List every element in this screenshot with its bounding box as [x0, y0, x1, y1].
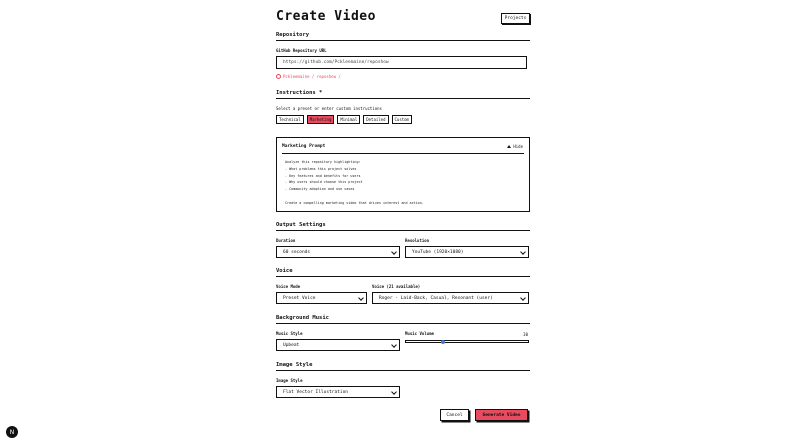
- chevron-down-icon: [391, 249, 397, 255]
- chevron-down-icon: [391, 342, 397, 348]
- repo-url-input[interactable]: https://github.com/Pckleemaine/reposhow: [276, 56, 527, 69]
- resolution-select[interactable]: [405, 246, 529, 258]
- section-image: Image Style: [276, 362, 530, 371]
- github-icon: [276, 74, 281, 79]
- generate-video-button[interactable]: Generate Video: [475, 409, 528, 421]
- music-style-label: Music Style: [276, 331, 303, 336]
- preset-marketing[interactable]: Marketing: [307, 115, 335, 124]
- hide-label: Hide: [513, 144, 523, 149]
- slider-thumb[interactable]: [441, 340, 445, 344]
- music-style-select[interactable]: [276, 339, 400, 351]
- chevron-down-icon: [520, 249, 526, 255]
- section-instructions: Instructions *: [276, 90, 530, 99]
- image-style-label: Image Style: [276, 378, 303, 383]
- image-style-value: Flat Vector Illustration: [283, 389, 349, 395]
- cancel-button[interactable]: Cancel: [440, 409, 469, 421]
- preset-group: [276, 115, 412, 124]
- voice-value: Roger - Laid-Back, Casual, Resonant (user): [379, 295, 493, 301]
- repo-link-text: Pckleemaine / reposhow /: [283, 74, 341, 79]
- music-volume-value: 30: [523, 332, 528, 337]
- resolution-label: Resolution: [405, 238, 430, 243]
- voice-mode-select[interactable]: [276, 292, 367, 304]
- voice-select[interactable]: [372, 292, 529, 304]
- prompt-textarea[interactable]: Analyze this repository highlighting: - What problems this project solves - Key features and benefits for users - Why users should choose this project - Community adoption and use cases Create a compelling marketing video that drives interest and action.: [285, 160, 424, 205]
- chevron-down-icon: [520, 295, 526, 301]
- music-volume-label: Music Volume: [405, 331, 434, 336]
- music-volume-slider[interactable]: [405, 340, 529, 343]
- music-style-value: Upbeat: [283, 342, 300, 348]
- duration-label: Duration: [276, 238, 296, 243]
- section-music: Background Music: [276, 315, 530, 324]
- preset-detailed[interactable]: Detailed: [363, 115, 388, 124]
- preset-minimal[interactable]: Minimal: [337, 115, 360, 124]
- triangle-up-icon: [507, 145, 511, 148]
- instructions-hint: Select a preset or enter custom instructions: [276, 106, 382, 111]
- nextjs-dev-button[interactable]: N: [6, 426, 18, 438]
- preset-technical[interactable]: Technical: [276, 115, 304, 124]
- resolution-value: YouTube (1920×1080): [412, 249, 464, 255]
- repo-url-label: GitHub Repository URL: [276, 48, 327, 53]
- prompt-panel: [276, 137, 530, 212]
- voice-mode-value: Preset Voice: [283, 295, 316, 301]
- preset-custom[interactable]: Custom: [392, 115, 412, 124]
- prompt-title: Marketing Prompt: [282, 144, 326, 149]
- section-voice: Voice: [276, 268, 530, 277]
- projects-button[interactable]: Projects: [501, 13, 530, 24]
- page-title: Create Video: [276, 9, 376, 24]
- voice-label: Voice (21 available): [372, 284, 421, 289]
- chevron-down-icon: [358, 295, 364, 301]
- hide-prompt-button[interactable]: [507, 144, 523, 149]
- repo-link[interactable]: [276, 74, 341, 79]
- voice-mode-label: Voice Mode: [276, 284, 301, 289]
- section-output: Output Settings: [276, 222, 530, 231]
- chevron-down-icon: [391, 389, 397, 395]
- duration-value: 60 seconds: [283, 249, 311, 255]
- duration-select[interactable]: [276, 246, 400, 258]
- prompt-divider: [282, 153, 524, 154]
- section-repository: Repository: [276, 32, 530, 41]
- image-style-select[interactable]: [276, 386, 400, 398]
